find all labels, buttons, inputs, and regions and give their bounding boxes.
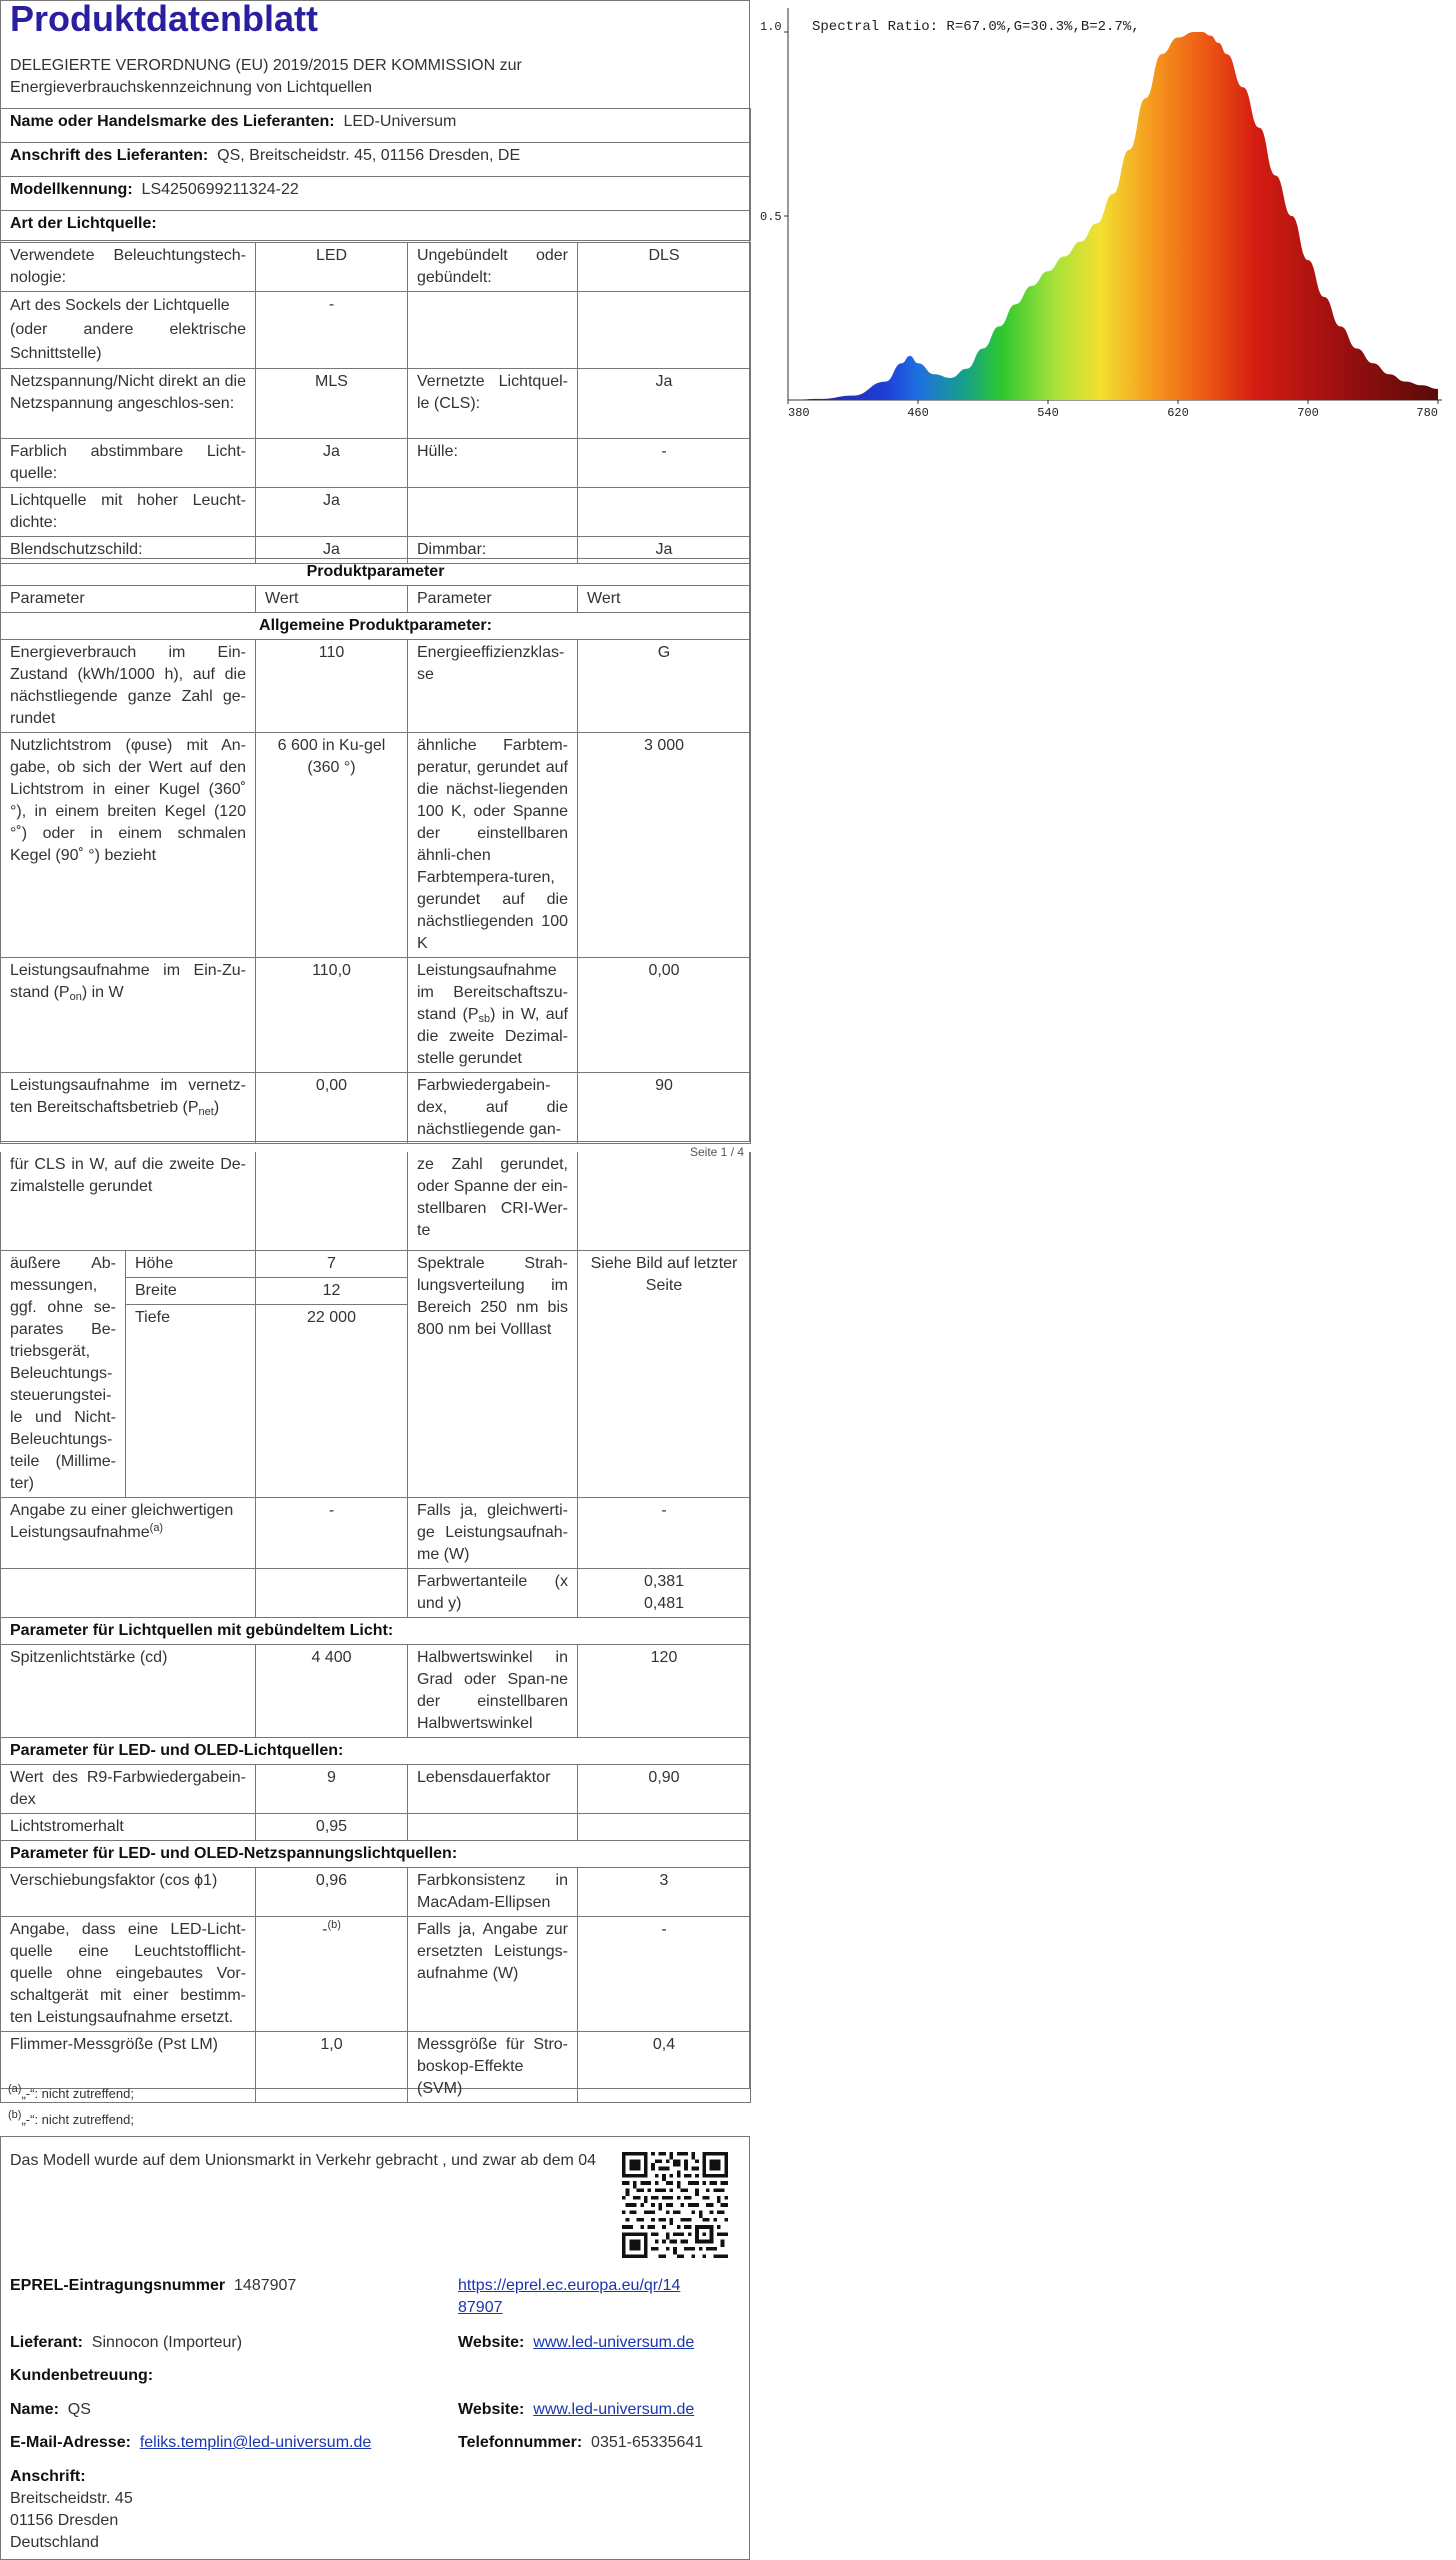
- dimensions-label: äußere Ab-messungen, ggf. ohne se-parates Be-triebsgerät, Beleuchtungs-steuerungstei-le und Nicht-Beleuchtungs-teile (Millime-ter): [1, 1250, 126, 1497]
- address-block: [10, 2466, 133, 2554]
- equivalent-power-value: -: [256, 1497, 408, 1568]
- height-label: Höhe: [126, 1250, 256, 1277]
- type-row: [1, 369, 751, 439]
- energy-class-label: Energieeffizienzklas-se: [408, 640, 578, 733]
- cri-label: Farbwiedergabein-dex, auf die nächstliegende gan-: [408, 1073, 578, 1144]
- luminous-flux-label: Nutzlichtstrom (φuse) mit An-gabe, ob sich der Wert auf den Lichtstrom in einer Kugel (360˚ °), in einem breiten Kegel (120 °˚) oder in einem schmalen Kegel (90˚ °) bezieht: [1, 733, 256, 958]
- type-value: [578, 488, 751, 537]
- macadam-value: 3: [578, 1867, 751, 1916]
- flicker-value: 1,0: [256, 2031, 408, 2102]
- networked-standby-label: Leistungsaufnahme im vernetz-ten Bereitschaftsbetrieb $(P_{net})$: [1, 1073, 256, 1144]
- spectrum-area: [788, 32, 1438, 400]
- col-parameter: Parameter: [408, 586, 578, 613]
- flicker-label: Flimmer-Messgröße (Pst LM): [1, 2031, 256, 2102]
- x-tick-label: 540: [1037, 406, 1059, 420]
- type-value: [578, 292, 751, 369]
- type-label: Hülle:: [408, 439, 578, 488]
- equivalent-watts-value: -: [578, 1497, 751, 1568]
- luminous-flux-value: 6 600 in Ku-gel (360 °): [256, 733, 408, 958]
- type-value: DLS: [578, 243, 751, 292]
- website-row: [458, 2332, 694, 2354]
- col-parameter: Parameter: [1, 586, 256, 613]
- power-on-value: 110,0: [256, 958, 408, 1073]
- model-value: LS4250699211324-22: [141, 181, 299, 198]
- supplier-row: [10, 2332, 242, 2354]
- displacement-factor-value: 0,96: [256, 1867, 408, 1916]
- footnote-b: $^{(b)}$„-“: nicht zutreffend;: [8, 2109, 134, 2127]
- phone-value: 0351-65335641: [591, 2434, 704, 2451]
- peak-intensity-label: Spitzenlichtstärke (cd): [1, 1644, 256, 1737]
- chromaticity-value: 0,381 0,481: [578, 1568, 751, 1617]
- power-standby-value: 0,00: [578, 958, 751, 1073]
- type-value: MLS: [256, 369, 408, 439]
- market-text: Das Modell wurde auf dem Unionsmarkt in Verkehr gebracht , und zwar ab dem 04: [10, 2152, 597, 2169]
- supplier-name-row: [1, 109, 751, 143]
- col-value: Wert: [256, 586, 408, 613]
- address-line: Deutschland: [10, 2534, 99, 2551]
- survival-factor-value: 0,90: [578, 1764, 751, 1813]
- phone-label: Telefonnummer:: [458, 2434, 583, 2451]
- led-heading: Parameter für LED- und OLED-Lichtquellen:: [1, 1737, 751, 1764]
- phone-row: [458, 2432, 703, 2454]
- depth-value: 22 000: [256, 1305, 408, 1497]
- empty-cell: [578, 1152, 751, 1250]
- param-row: [1, 1644, 751, 1737]
- supplier-address-row: [1, 143, 751, 177]
- eprel-label: EPREL-Eintragungsnummer: [10, 2277, 226, 2294]
- general-parameters-heading: Allgemeine Produktparameter:: [1, 613, 751, 640]
- qr-code-icon: [622, 2152, 728, 2258]
- type-row: [1, 488, 751, 537]
- type-label: Blendschutzschild:: [1, 537, 256, 564]
- type-value: Ja: [578, 537, 751, 564]
- type-label: Farblich abstimmbare Licht-quelle:: [1, 439, 256, 488]
- supplier-value: Sinnocon (Importeur): [91, 2334, 243, 2351]
- dimension-row: [1, 1250, 751, 1277]
- empty-cell: [408, 1813, 578, 1840]
- type-value: Ja: [256, 439, 408, 488]
- mains-heading: Parameter für LED- und OLED-Netzspannungslichtquellen:: [1, 1840, 751, 1867]
- type-value: Ja: [256, 537, 408, 564]
- address-line: 01156 Dresden: [10, 2512, 119, 2529]
- x-tick-label: 380: [788, 406, 810, 420]
- website-link[interactable]: www.led-universum.de: [533, 2334, 695, 2351]
- power-on-label: Leistungsaufnahme im Ein-Zu-stand $(P_{on})$ in W: [1, 958, 256, 1073]
- energy-consumption-value: 110: [256, 640, 408, 733]
- type-value: Ja: [578, 369, 751, 439]
- footnote-a: $^{(a)}$„-“: nicht zutreffend;: [8, 2083, 134, 2101]
- type-value: Ja: [256, 488, 408, 537]
- replacement-watts-label: Falls ja, Angabe zur ersetzten Leistungs-aufnahme (W): [408, 1916, 578, 2031]
- product-parameters-table-cont: [0, 1152, 751, 2103]
- lumen-maintenance-label: Lichtstromerhalt: [1, 1813, 256, 1840]
- type-label: Art des Sockels der Lichtquelle (oder andere elektrische Schnittstelle): [1, 292, 256, 369]
- x-tick-label: 620: [1167, 406, 1189, 420]
- cri-value: 90: [578, 1073, 751, 1144]
- param-row: [1, 1152, 751, 1250]
- model-label: Modellkennung:: [10, 181, 133, 198]
- col-value: Wert: [578, 586, 751, 613]
- param-row: [1, 1073, 751, 1144]
- survival-factor-label: Lebensdauerfaktor: [408, 1764, 578, 1813]
- supplier-address-label: Anschrift des Lieferanten:: [10, 147, 209, 164]
- light-source-type-table: [0, 242, 751, 564]
- param-row: [1, 733, 751, 958]
- replacement-value: -$^{(b)}$: [256, 1916, 408, 2031]
- supplier-name-label: Name oder Handelsmarke des Lieferanten:: [10, 113, 335, 130]
- type-row: [1, 292, 751, 369]
- supplier-address-value: QS, Breitscheidstr. 45, 01156 Dresden, DE: [217, 147, 521, 164]
- spectral-distribution-value: Siehe Bild auf letzter Seite: [578, 1250, 751, 1497]
- eprel-value: 1487907: [234, 2277, 297, 2294]
- macadam-label: Farbkonsistenz in MacAdam-Ellipsen: [408, 1867, 578, 1916]
- depth-label: Tiefe: [126, 1305, 256, 1497]
- type-heading: Art der Lichtquelle:: [1, 211, 751, 241]
- param-row: [1, 1813, 751, 1840]
- empty-cell: [256, 1568, 408, 1617]
- website-label: Website:: [458, 2334, 525, 2351]
- width-value: 12: [256, 1277, 408, 1304]
- type-label: Vernetzte Lichtquel-le (CLS):: [408, 369, 578, 439]
- stroboscopic-label: Messgröße für Stro-boskop-Effekte (SVM): [408, 2031, 578, 2102]
- type-value: LED: [256, 243, 408, 292]
- email-row: [10, 2432, 371, 2454]
- networked-standby-value: 0,00: [256, 1073, 408, 1144]
- equivalent-power-label: Angabe zu einer gleichwertigen Leistungsaufnahme$^{(a)}$: [1, 1497, 256, 1568]
- contact-name-label: Name:: [10, 2401, 59, 2418]
- product-parameters-heading: Produktparameter: [1, 559, 751, 586]
- empty-cell: [1, 1568, 256, 1617]
- chromaticity-label: Farbwertanteile (x und y): [408, 1568, 578, 1617]
- cri-label-cont: ze Zahl gerundet, oder Spanne der ein-stellbaren CRI-Wer-te: [408, 1152, 578, 1250]
- directional-heading: Parameter für Lichtquellen mit gebündeltem Licht:: [1, 1617, 751, 1644]
- y-tick-label: 1.0: [760, 20, 782, 34]
- customer-service-heading: Kundenbetreuung:: [10, 2367, 154, 2384]
- website2-label: Website:: [458, 2401, 525, 2418]
- type-label: Ungebündelt oder gebündelt:: [408, 243, 578, 292]
- type-row: [1, 243, 751, 292]
- equivalent-watts-label: Falls ja, gleichwerti-ge Leistungsaufnah-me (W): [408, 1497, 578, 1568]
- param-row: [1, 1764, 751, 1813]
- param-row: [1, 1867, 751, 1916]
- eprel-link[interactable]: https://eprel.ec.europa.eu/qr/14 87907: [458, 2277, 681, 2316]
- type-label: Verwendete Beleuchtungstech-nologie:: [1, 243, 256, 292]
- chart-title: Spectral Ratio: R=67.0%,G=30.3%,B=2.7%,: [812, 19, 1140, 35]
- website2-link[interactable]: www.led-universum.de: [533, 2401, 695, 2418]
- lumen-maintenance-value: 0,95: [256, 1813, 408, 1840]
- r9-label: Wert des R9-Farbwiedergabein-dex: [1, 1764, 256, 1813]
- type-label: Dimmbar:: [408, 537, 578, 564]
- y-tick-label: 0.5: [760, 210, 782, 224]
- address-label: Anschrift:: [10, 2468, 86, 2485]
- stroboscopic-value: 0,4: [578, 2031, 751, 2102]
- email-link[interactable]: feliks.templin@led-universum.de: [139, 2434, 372, 2451]
- type-value: -: [256, 292, 408, 369]
- contact-name-value: QS: [67, 2401, 91, 2418]
- x-tick-label: 780: [1416, 406, 1438, 420]
- peak-intensity-value: 4 400: [256, 1644, 408, 1737]
- supplier-name-value: LED-Universum: [343, 113, 457, 130]
- page-number: Seite 1 / 4: [690, 1145, 745, 1159]
- displacement-factor-label: Verschiebungsfaktor (cos ϕ1): [1, 1867, 256, 1916]
- replacement-watts-value: -: [578, 1916, 751, 2031]
- empty-cell: [578, 1813, 751, 1840]
- type-label: Netzspannung/Nicht direkt an die Netzspannung angeschlos-sen:: [1, 369, 256, 439]
- type-label: Lichtquelle mit hoher Leucht-dichte:: [1, 488, 256, 537]
- page-title: Produktdatenblatt: [10, 0, 319, 39]
- type-row: [1, 439, 751, 488]
- model-row: [1, 177, 751, 211]
- email-label: E-Mail-Adresse:: [10, 2434, 131, 2451]
- width-label: Breite: [126, 1277, 256, 1304]
- website2-row: [458, 2399, 694, 2421]
- x-tick-label: 460: [907, 406, 929, 420]
- r9-value: 9: [256, 1764, 408, 1813]
- spectral-distribution-label: Spektrale Strah-lungsverteilung im Bereich 250 nm bis 800 nm bei Volllast: [408, 1250, 578, 1497]
- energy-consumption-label: Energieverbrauch im Ein-Zustand (kWh/1000 h), auf die nächstliegende ganze Zahl ge-rundet: [1, 640, 256, 733]
- type-value: -: [578, 439, 751, 488]
- beam-angle-value: 120: [578, 1644, 751, 1737]
- empty-cell: [256, 1152, 408, 1250]
- spectral-distribution-chart: [752, 0, 1456, 430]
- address-line: Breitscheidstr. 45: [10, 2490, 133, 2507]
- param-row: [1, 640, 751, 733]
- supplier-label: Lieferant:: [10, 2334, 83, 2351]
- supplier-table: [0, 108, 751, 241]
- beam-angle-label: Halbwertswinkel in Grad oder Span-ne der einstellbaren Halbwertswinkel: [408, 1644, 578, 1737]
- param-row: [1, 1568, 751, 1617]
- param-row: [1, 958, 751, 1073]
- x-tick-label: 700: [1297, 406, 1319, 420]
- eprel-row: [10, 2275, 296, 2297]
- type-label: [408, 292, 578, 369]
- param-row: [1, 1916, 751, 2031]
- product-parameters-table: [0, 558, 751, 1144]
- type-label: [408, 488, 578, 537]
- networked-standby-label-cont: für CLS in W, auf die zweite De-zimalstelle gerundet: [1, 1152, 256, 1250]
- contact-name-row: [10, 2399, 91, 2421]
- column-header-row: [1, 586, 751, 613]
- param-row: [1, 1497, 751, 1568]
- energy-class-value: G: [578, 640, 751, 733]
- height-value: 7: [256, 1250, 408, 1277]
- power-standby-label: Leistungsaufnahme im Bereitschaftszu-stand $(P_{sb})$ in W, auf die zweite Dezimal-stelle gerundet: [408, 958, 578, 1073]
- replacement-label: Angabe, dass eine LED-Licht-quelle eine Leuchtstofflicht-quelle ohne eingebautes Vor-schaltgerät mit einer bestimm-ten Leistungsaufnahme ersetzt.: [1, 1916, 256, 2031]
- color-temperature-label: ähnliche Farbtem-peratur, gerundet auf die nächst-liegenden 100 K, oder Spanne der einstellbaren ähnli-chen Farbtempera-turen, gerundet auf die nächstliegenden 100 K: [408, 733, 578, 958]
- color-temperature-value: 3 000: [578, 733, 751, 958]
- regulation-text: DELEGIERTE VERORDNUNG (EU) 2019/2015 DER KOMMISSION zur Energieverbrauchskennzeichnung von Lichtquellen: [10, 57, 522, 96]
